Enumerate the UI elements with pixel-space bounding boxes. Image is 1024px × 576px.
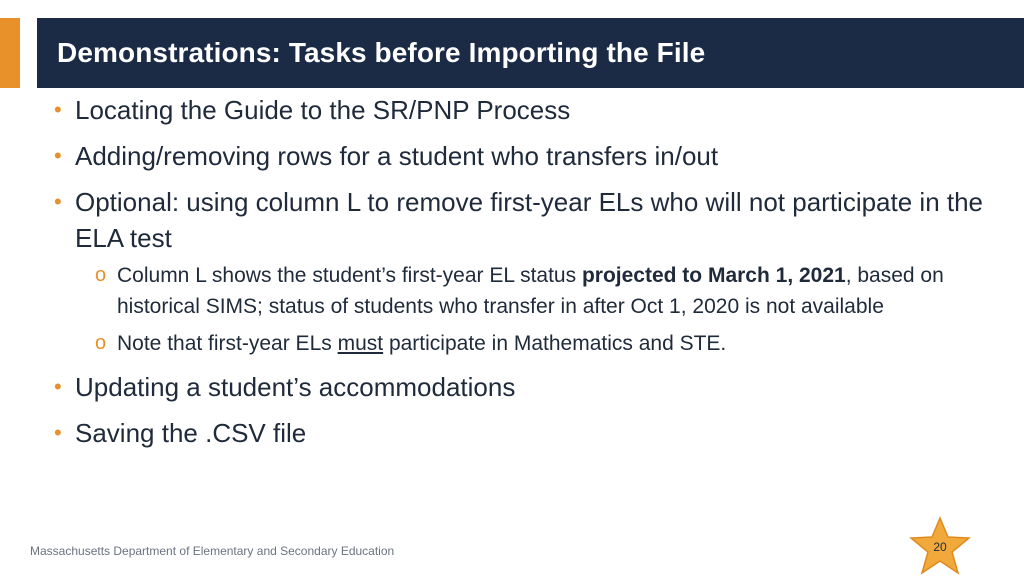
sub-bullet-item bbox=[54, 260, 1004, 322]
bullet-marker: • bbox=[54, 97, 62, 122]
bullet-marker: • bbox=[54, 143, 62, 168]
sub-bullet-marker: o bbox=[95, 264, 107, 286]
sub-bullet-text: , based on historical SIMS; status of students who transfer in after Oct 1, 2020 is not available bbox=[117, 264, 944, 318]
sub-bullet-text: Column L shows the student’s first-year EL status bbox=[117, 264, 582, 287]
footer-text: Massachusetts Department of Elementary and Secondary Education bbox=[30, 544, 395, 558]
bullet-text: Locating the Guide to the SR/PNP Process bbox=[75, 95, 571, 125]
bullet-marker: • bbox=[54, 374, 62, 399]
bullet-item bbox=[54, 92, 1004, 128]
bullet-item bbox=[54, 369, 1004, 405]
title-bar bbox=[37, 18, 1024, 88]
bullet-marker: • bbox=[54, 420, 62, 445]
bullet-item bbox=[54, 415, 1004, 451]
sub-bullet-marker: o bbox=[95, 332, 107, 354]
slide-content bbox=[54, 92, 1004, 461]
slide-title: Demonstrations: Tasks before Importing the File bbox=[57, 37, 706, 68]
bullet-item bbox=[54, 138, 1004, 174]
sub-bullet-item bbox=[54, 328, 1004, 359]
sub-bullet-text: Note that first-year ELs bbox=[117, 332, 338, 355]
sub-bullet-bold-text: projected to March 1, 2021 bbox=[581, 264, 846, 287]
page-number: 20 bbox=[933, 540, 947, 554]
bullet-item bbox=[54, 184, 1004, 256]
accent-bar bbox=[0, 18, 20, 88]
sub-bullet-text: participate in Mathematics and STE. bbox=[383, 332, 727, 355]
sub-bullet-underlined-text: must bbox=[337, 332, 384, 355]
bullet-text: Saving the .CSV file bbox=[75, 418, 307, 448]
bullet-text: Optional: using column L to remove first-year ELs who will not participate in the ELA test bbox=[75, 187, 984, 253]
bullet-marker: • bbox=[54, 189, 62, 214]
bullet-text: Updating a student’s accommodations bbox=[75, 372, 516, 402]
bullet-text: Adding/removing rows for a student who transfers in/out bbox=[75, 141, 719, 171]
